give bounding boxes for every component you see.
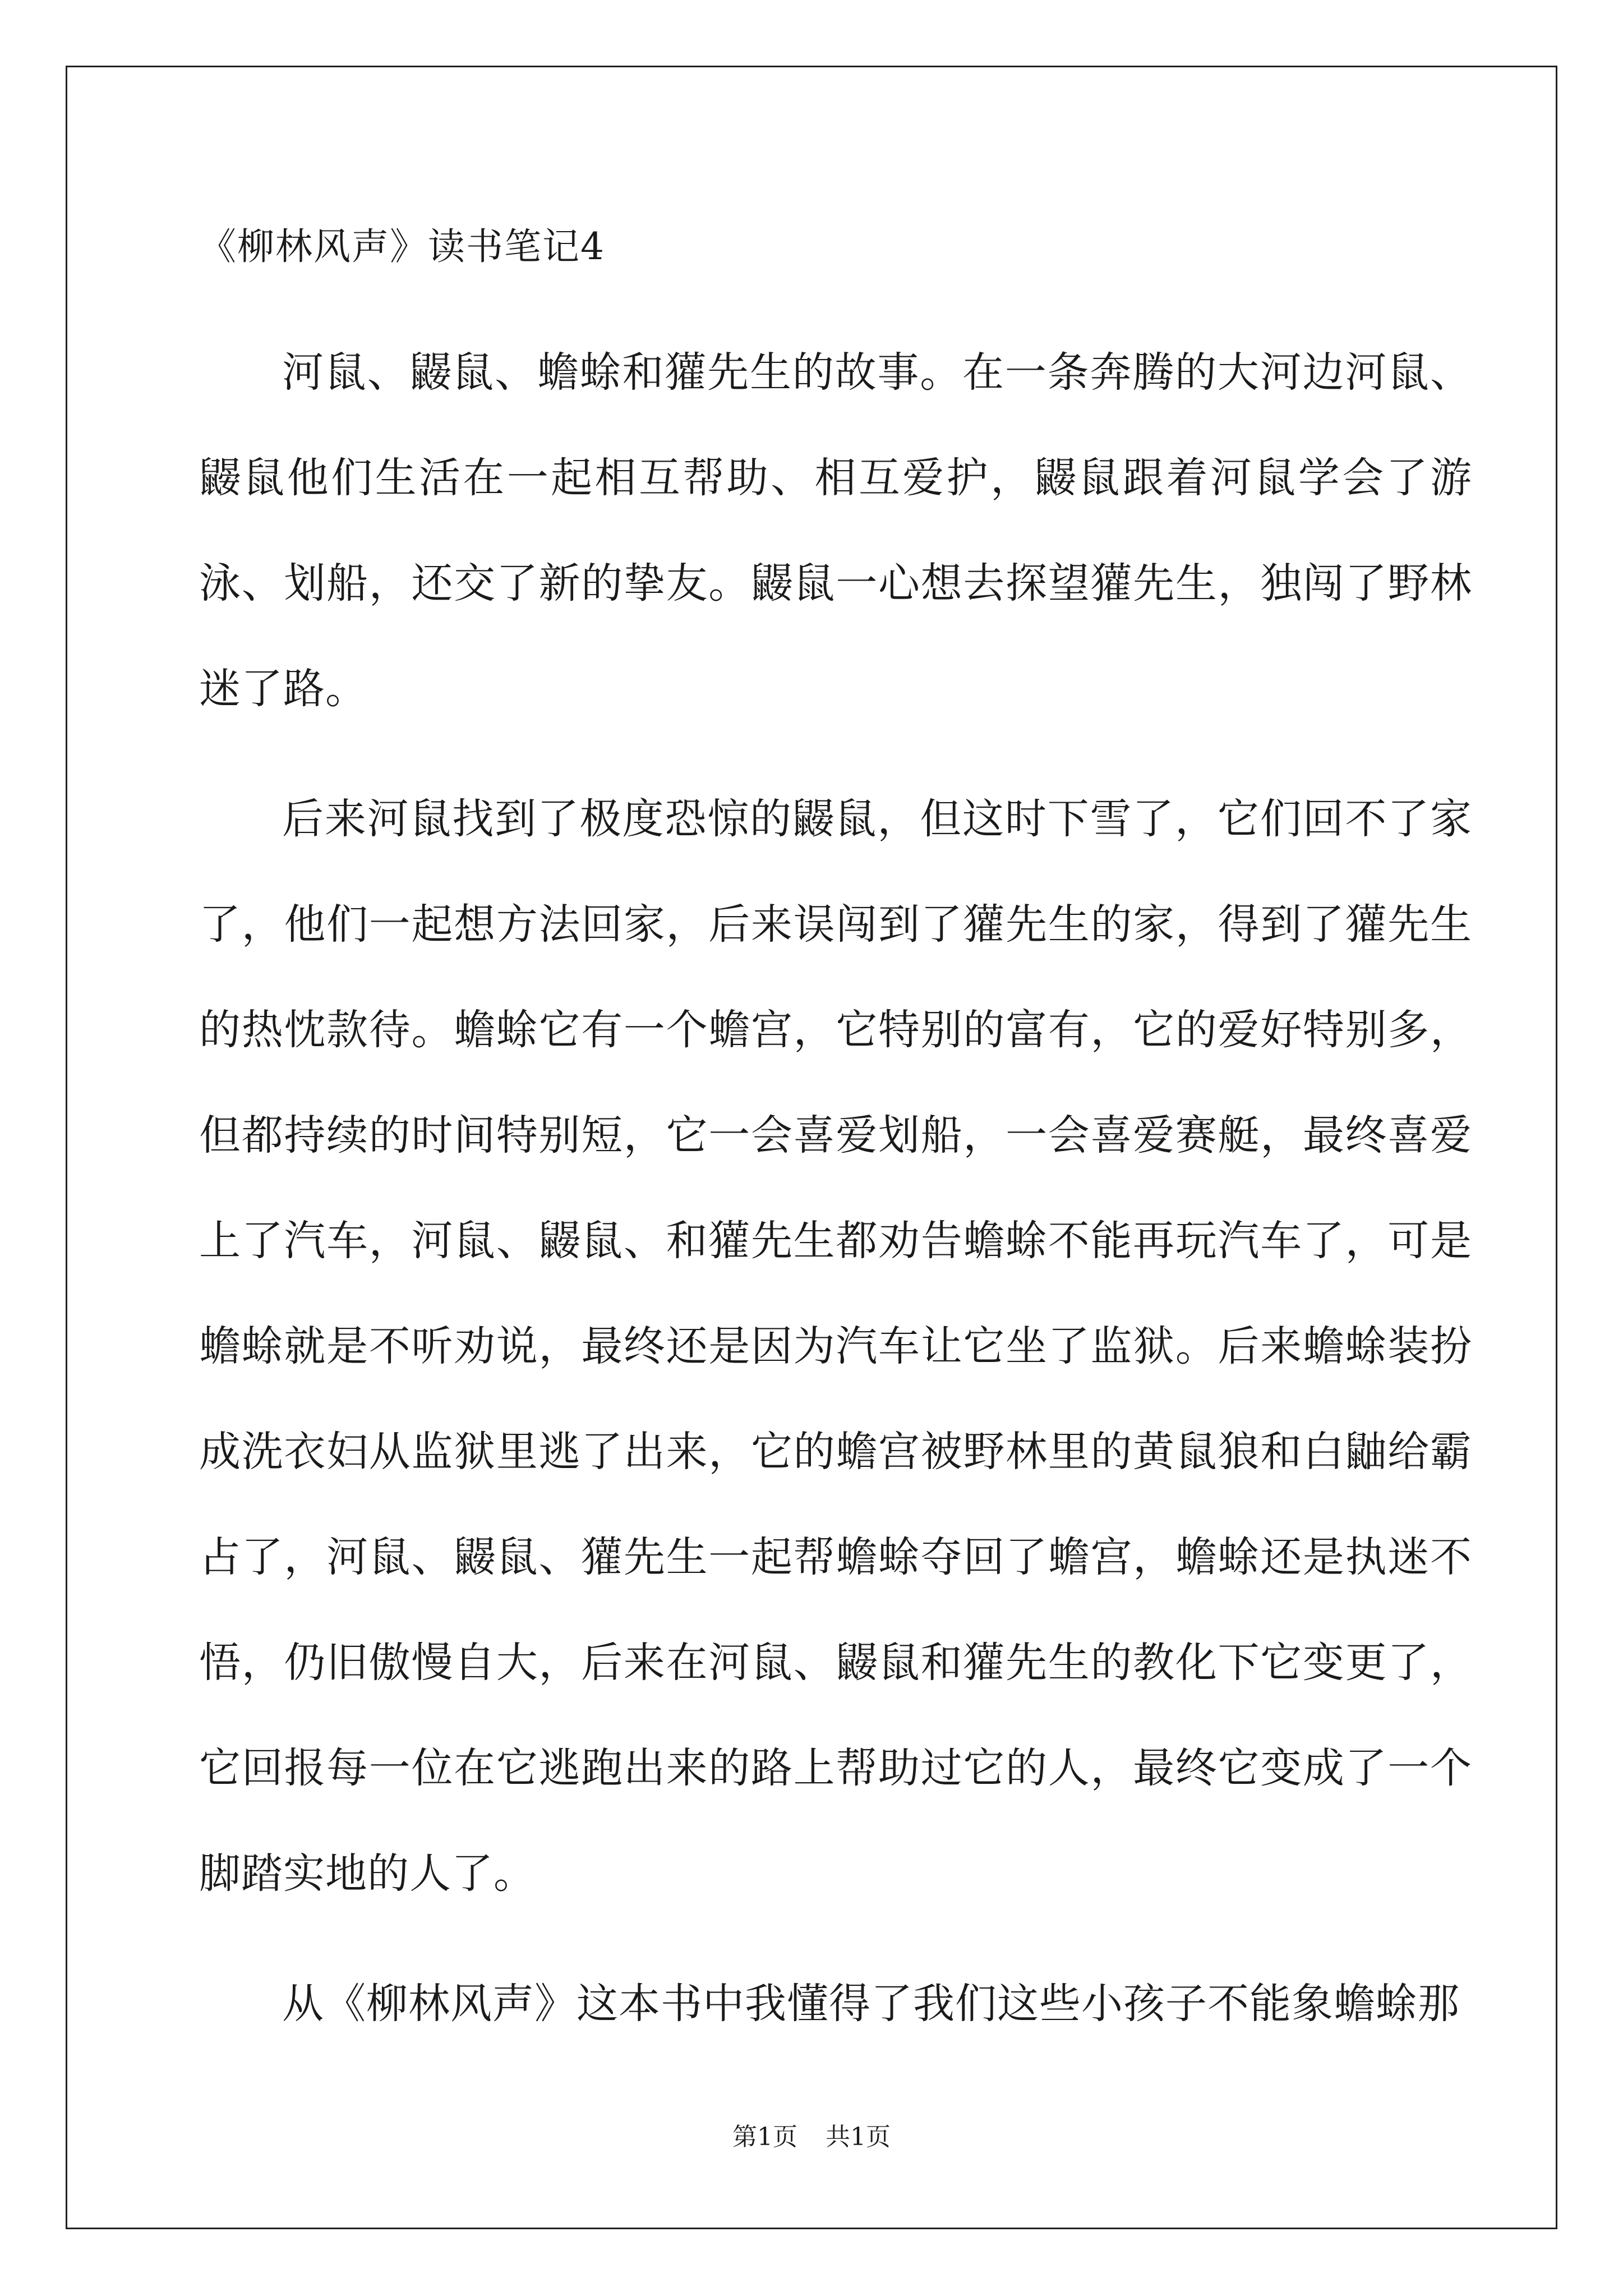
page-footer xyxy=(0,2120,1623,2154)
paragraph-1: 河鼠、鼹鼠、蟾蜍和獾先生的故事。在一条奔腾的大河边河鼠、鼹鼠他们生活在一起相互帮助、相互爱护，鼹鼠跟着河鼠学会了游泳、划船，还交了新的挚友。鼹鼠一心想去探望獾先生，独闯了野林迷了路。 xyxy=(199,348,1472,713)
page-number: 第1页 xyxy=(732,2123,797,2151)
paragraph-3: 从《柳林风声》这本书中我懂得了我们这些小孩子不能象蟾蜍那 xyxy=(282,1980,1460,2028)
page-total: 共1页 xyxy=(826,2123,891,2151)
document-title: 《柳林风声》读书笔记4 xyxy=(199,225,605,268)
document-body xyxy=(199,320,1472,2081)
paragraph-2: 后来河鼠找到了极度恐惊的鼹鼠，但这时下雪了，它们回不了家了，他们一起想方法回家，后来误闯到了獾先生的家，得到了獾先生的热忱款待。蟾蜍它有一个蟾宫，它特别的富有，它的爱好特别多，但都持续的时间特别短，它一会喜爱划船，一会喜爱赛艇，最终喜爱上了汽车，河鼠、鼹鼠、和獾先生都劝告蟾蜍不能再玩汽车了，可是蟾蜍就是不听劝说，最终还是因为汽车让它坐了监狱。后来蟾蜍装扮成洗衣妇从监狱里逃了出来，它的蟾宫被野林里的黄鼠狼和白鼬给霸占了，河鼠、鼹鼠、獾先生一起帮蟾蜍夺回了蟾宫，蟾蜍还是执迷不悟，仍旧傲慢自大，后来在河鼠、鼹鼠和獾先生的教化下它变更了，它回报每一位在它逃跑出来的路上帮助过它的人，最终它变成了一个脚踏实地的人了。 xyxy=(199,795,1472,1898)
